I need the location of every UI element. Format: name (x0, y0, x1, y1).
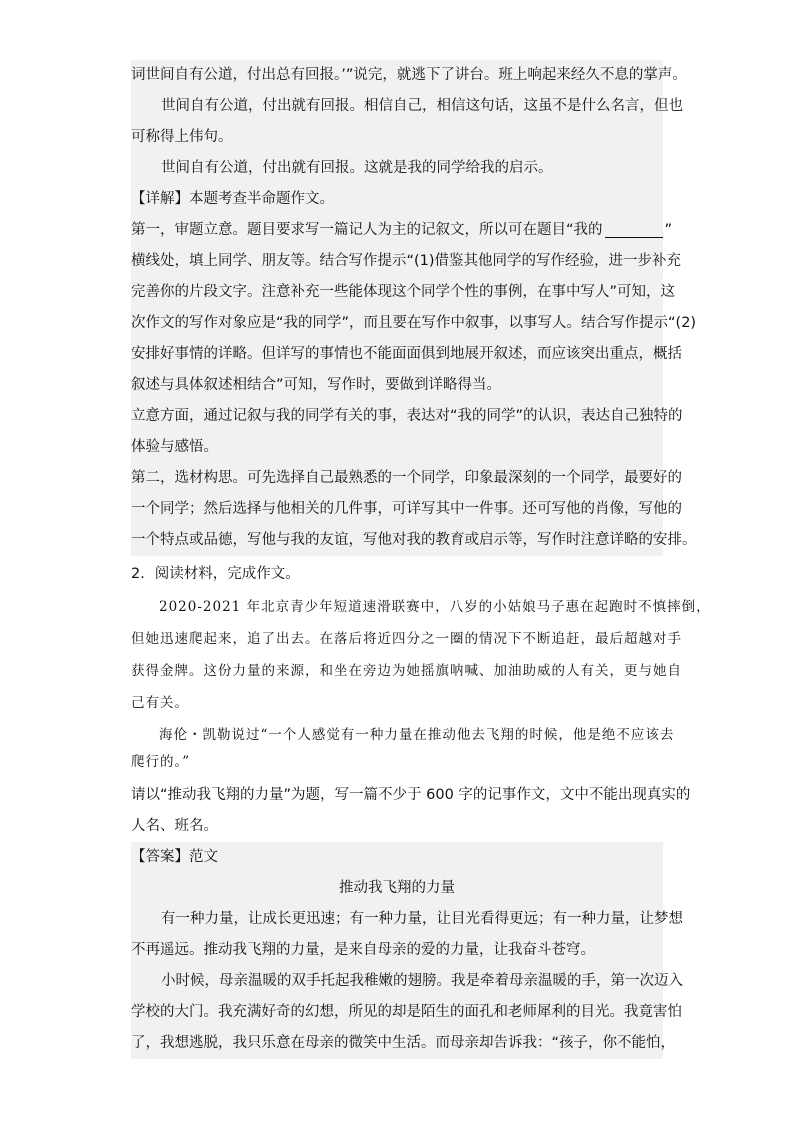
question-heading: 2．阅读材料，完成作文。 (131, 566, 300, 582)
fill-in-blank (605, 223, 663, 238)
material-line: 爬行的。” (131, 754, 191, 770)
text-line: 横线处，填上同学、朋友等。结合写作提示“(1)借鉴其他同学的写作经验，进一步补充 (131, 246, 663, 277)
material-line: 海伦・凯勒说过“一个人感觉有一种力量在推动他去飞翔的时候，他是绝不应该去 (159, 727, 675, 743)
answer-heading: 【答案】范文 (131, 842, 663, 873)
prompt-line: 请以“推动我飞翔的力量”为题，写一篇不少于 600 字的记事作文，文中不能出现真实的 (131, 787, 691, 803)
text-line: 词世间自有公道，付出总有回报。’”说完，就逃下了讲台。班上响起来经久不息的掌声。 (131, 60, 663, 91)
material-line: 2020-2021 年北京青少年短道速滑联赛中，八岁的小姑娘马子惠在起跑时不慎摔倒， (159, 599, 711, 615)
material-line: 获得金牌。这份力量的来源，和坐在旁边为她摇旗呐喊、加油助威的人有关，更与她自 (131, 663, 682, 679)
essay-title: 推动我飞翔的力量 (131, 873, 663, 904)
text-line: 第二，选材构思。可先选择自己最熟悉的一个同学，印象最深刻的一个同学，最要好的 (131, 463, 663, 494)
text-line: 世间自有公道，付出就有回报。这就是我的同学给我的启示。 (131, 153, 663, 184)
text-line: 世间自有公道，付出就有回报。相信自己，相信这句话，这虽不是什么名言，但也 (131, 91, 663, 122)
text-line: 体验与感悟。 (131, 432, 663, 463)
text-line: 完善你的片段文字。注意补充一些能体现这个同学个性的事例，在事中写人”可知，这 (131, 277, 663, 308)
prompt-line: 人名、班名。 (131, 818, 218, 834)
material-line: 己有关。 (131, 695, 189, 711)
section-heading: 【详解】本题考查半命题作文。 (131, 184, 663, 215)
text-line: 安排好事情的详略。但详写的事情也不能面面俱到地展开叙述，而应该突出重点，概括 (131, 339, 663, 370)
text-line: 叙述与具体叙述相结合”可知，写作时，要做到详略得当。 (131, 370, 663, 401)
text-line: 一个同学；然后选择与他相关的几件事，可详写其中一件事。还可写他的肖像，写他的 (131, 494, 663, 525)
text-line: 了，我想逃脱，我只乐意在母亲的微笑中生活。而母亲却告诉我：“孩子，你不能怕， (131, 1028, 663, 1059)
text-line: 次作文的写作对象应是“我的同学”，而且要在写作中叙事，以事写人。结合写作提示“(2) (131, 308, 663, 339)
text-line: 一个特点或品德，写他与我的友谊，写他对我的教育或启示等，写作时注意详略的安排。 (131, 525, 663, 556)
text-line: 有一种力量，让成长更迅速；有一种力量，让目光看得更远；有一种力量，让梦想 (131, 904, 663, 935)
text-line: 可称得上伟句。 (131, 122, 663, 153)
text-line: 第一，审题立意。题目要求写一篇记人为主的记叙文，所以可在题目“我的 ” (131, 215, 663, 246)
text-line: 学校的大门。我充满好奇的幻想，所见的却是陌生的面孔和老师犀利的目光。我竟害怕 (131, 997, 663, 1028)
text-line: 小时候，母亲温暖的双手托起我稚嫩的翅膀。我是牵着母亲温暖的手，第一次迈入 (131, 966, 663, 997)
text-line: 不再遥远。推动我飞翔的力量，是来自母亲的爱的力量，让我奋斗苍穹。 (131, 935, 663, 966)
text-line: 立意方面，通过记叙与我的同学有关的事，表达对“我的同学”的认识，表达自己独特的 (131, 401, 663, 432)
material-line: 但她迅速爬起来，追了出去。在落后将近四分之一圈的情况下不断追赶，最后超越对手 (131, 631, 682, 647)
